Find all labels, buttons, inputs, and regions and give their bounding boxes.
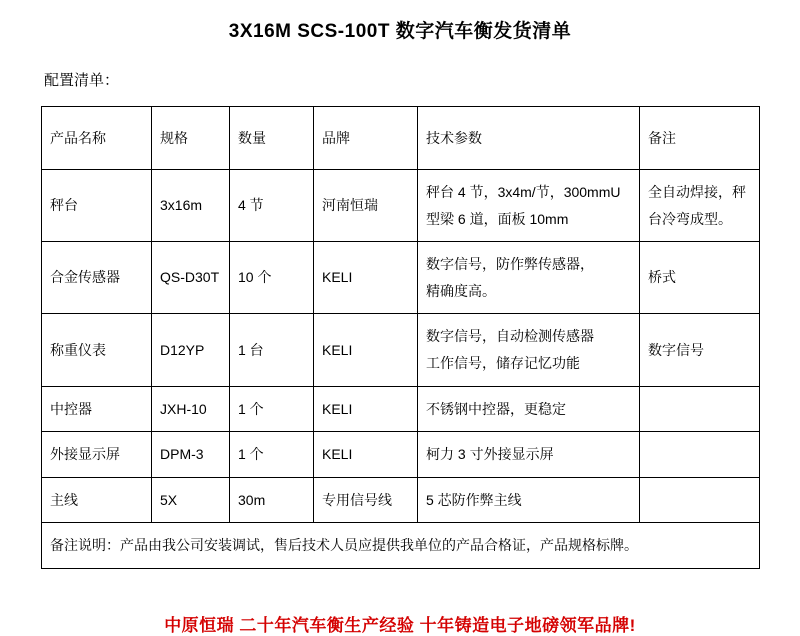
table-header-row xyxy=(42,107,760,170)
cell-qty: 1 台 xyxy=(230,314,314,386)
cell-tech-line: 型梁 6 道，面板 10mm xyxy=(426,210,569,227)
cell-tech xyxy=(418,432,640,478)
cell-spec: D12YP xyxy=(152,314,230,386)
cell-tech-line: 精确度高。 xyxy=(426,282,496,299)
cell-tech-line: 数字信号，防作弊传感器， xyxy=(426,256,594,273)
cell-remark xyxy=(640,432,760,478)
notes-text: 备注说明：产品由我公司安装调试，售后技术人员应提供我单位的产品合格证，产品规格标牌。 xyxy=(42,523,760,569)
cell-brand: 河南恒瑞 xyxy=(314,170,418,242)
cell-tech-line: 柯力 3 寸外接显示屏 xyxy=(426,446,554,463)
cell-remark: 桥式 xyxy=(640,242,760,314)
cell-tech xyxy=(418,242,640,314)
column-header-name: 产品名称 xyxy=(42,107,152,170)
cell-product-name: 中控器 xyxy=(42,386,152,432)
column-header-remark: 备注 xyxy=(640,107,760,170)
cell-tech-line: 5 芯防作弊主线 xyxy=(426,491,522,508)
cell-spec: JXH-10 xyxy=(152,386,230,432)
cell-tech-line: 不锈钢中控器，更稳定 xyxy=(426,400,566,417)
cell-tech xyxy=(418,386,640,432)
cell-remark: 数字信号 xyxy=(640,314,760,386)
cell-qty: 4 节 xyxy=(230,170,314,242)
configuration-list-label: 配置清单： xyxy=(44,72,120,89)
table-row xyxy=(42,386,760,432)
column-header-qty: 数量 xyxy=(230,107,314,170)
cell-brand: KELI xyxy=(314,386,418,432)
table-row xyxy=(42,314,760,386)
cell-tech-line: 秤台 4 节，3x4m/节，300mmU xyxy=(426,184,621,200)
cell-spec: DPM-3 xyxy=(152,432,230,478)
cell-spec: 5X xyxy=(152,477,230,523)
cell-tech xyxy=(418,477,640,523)
cell-product-name: 称重仪表 xyxy=(42,314,152,386)
cell-product-name: 主线 xyxy=(42,477,152,523)
cell-spec: 3x16m xyxy=(152,170,230,242)
table-notes-row xyxy=(42,523,760,569)
cell-qty: 1 个 xyxy=(230,386,314,432)
column-header-tech: 技术参数 xyxy=(418,107,640,170)
cell-tech-line: 数字信号，自动检测传感器 xyxy=(426,328,594,345)
cell-product-name: 合金传感器 xyxy=(42,242,152,314)
cell-tech xyxy=(418,170,640,242)
configuration-table xyxy=(41,106,760,569)
column-header-brand: 品牌 xyxy=(314,107,418,170)
cell-product-name: 秤台 xyxy=(42,170,152,242)
cell-qty: 30m xyxy=(230,477,314,523)
cell-remark xyxy=(640,386,760,432)
cell-spec: QS-D30T xyxy=(152,242,230,314)
cell-product-name: 外接显示屏 xyxy=(42,432,152,478)
cell-remark xyxy=(640,477,760,523)
cell-brand: KELI xyxy=(314,314,418,386)
cell-remark: 全自动焊接，秤台冷弯成型。 xyxy=(640,170,760,242)
column-header-spec: 规格 xyxy=(152,107,230,170)
cell-brand: 专用信号线 xyxy=(314,477,418,523)
cell-tech-line: 工作信号，储存记忆功能 xyxy=(426,354,580,371)
table-row xyxy=(42,477,760,523)
table-row xyxy=(42,432,760,478)
cell-brand: KELI xyxy=(314,432,418,478)
page-title: 3X16M SCS-100T 数字汽车衡发货清单 xyxy=(228,21,572,42)
cell-brand: KELI xyxy=(314,242,418,314)
table-row xyxy=(42,170,760,242)
cell-tech xyxy=(418,314,640,386)
table-row xyxy=(42,242,760,314)
cell-qty: 10 个 xyxy=(230,242,314,314)
cell-qty: 1 个 xyxy=(230,432,314,478)
footer-slogan: 中原恒瑞 二十年汽车衡生产经验 十年铸造电子地磅领军品牌! xyxy=(164,615,636,635)
